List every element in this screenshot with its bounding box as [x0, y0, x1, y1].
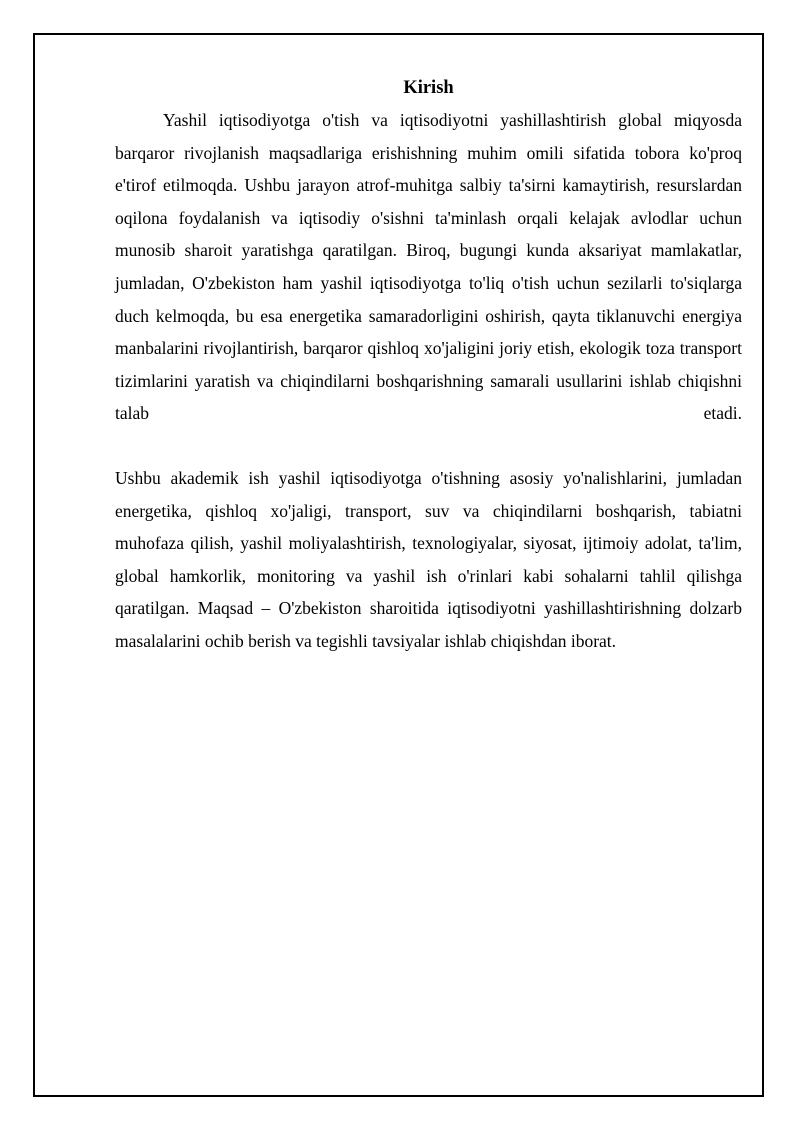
- intro-paragraph-2: Ushbu akademik ish yashil iqtisodiyotga o'tishning asosiy yo'nalishlarini, jumladan energetika, qishloq xo'jaligi, transport, suv va chiqindilarni boshqarish, tabiatni muhofaza qilish, yashil moliyalashtirish, texnologiyalar, siyosat, ijtimoiy adolat, ta'lim, global hamkorlik, monitoring va yashil ish o'rinlari kabi sohalarni tahlil qilishga qaratilgan. Maqsad – O'zbekiston sharoitida iqtisodiyotni yashillashtirishning dolzarb masalalarini ochib berish va tegishli tavsiyalar ishlab chiqishdan iborat.: [115, 467, 742, 651]
- document-body: [115, 72, 742, 658]
- paragraph-spacer: [115, 430, 742, 462]
- document-title: Kirish: [403, 78, 454, 98]
- intro-paragraph-1: Yashil iqtisodiyotga o'tish va iqtisodiyotni yashillashtirish global miqyosda barqaror rivojlanish maqsadlariga erishishning muhim omili sifatida tobora ko'proq e'tirof etilmoqda. Ushbu jarayon atrof-muhitga salbiy ta'sirni kamaytirish, resurslardan oqilona foydalanish va iqtisodiy o'sishni ta'minlash orqali kelajak avlodlar uchun munosib sharoit yaratishga qaratilgan. Biroq, bugungi kunda aksariyat mamlakatlar, jumladan, O'zbekiston ham yashil iqtisodiyotga to'liq o'tish uchun sezilarli to'siqlarga duch kelmoqda, bu esa energetika samaradorligini oshirish, qayta tiklanuvchi energiya manbalarini rivojlantirish, barqaror qishloq xo'jaligini joriy etish, ekologik toza transport tizimlarini yaratish va chiqindilarni boshqarishning samarali usullarini ishlab chiqishni talab etadi.: [115, 110, 742, 424]
